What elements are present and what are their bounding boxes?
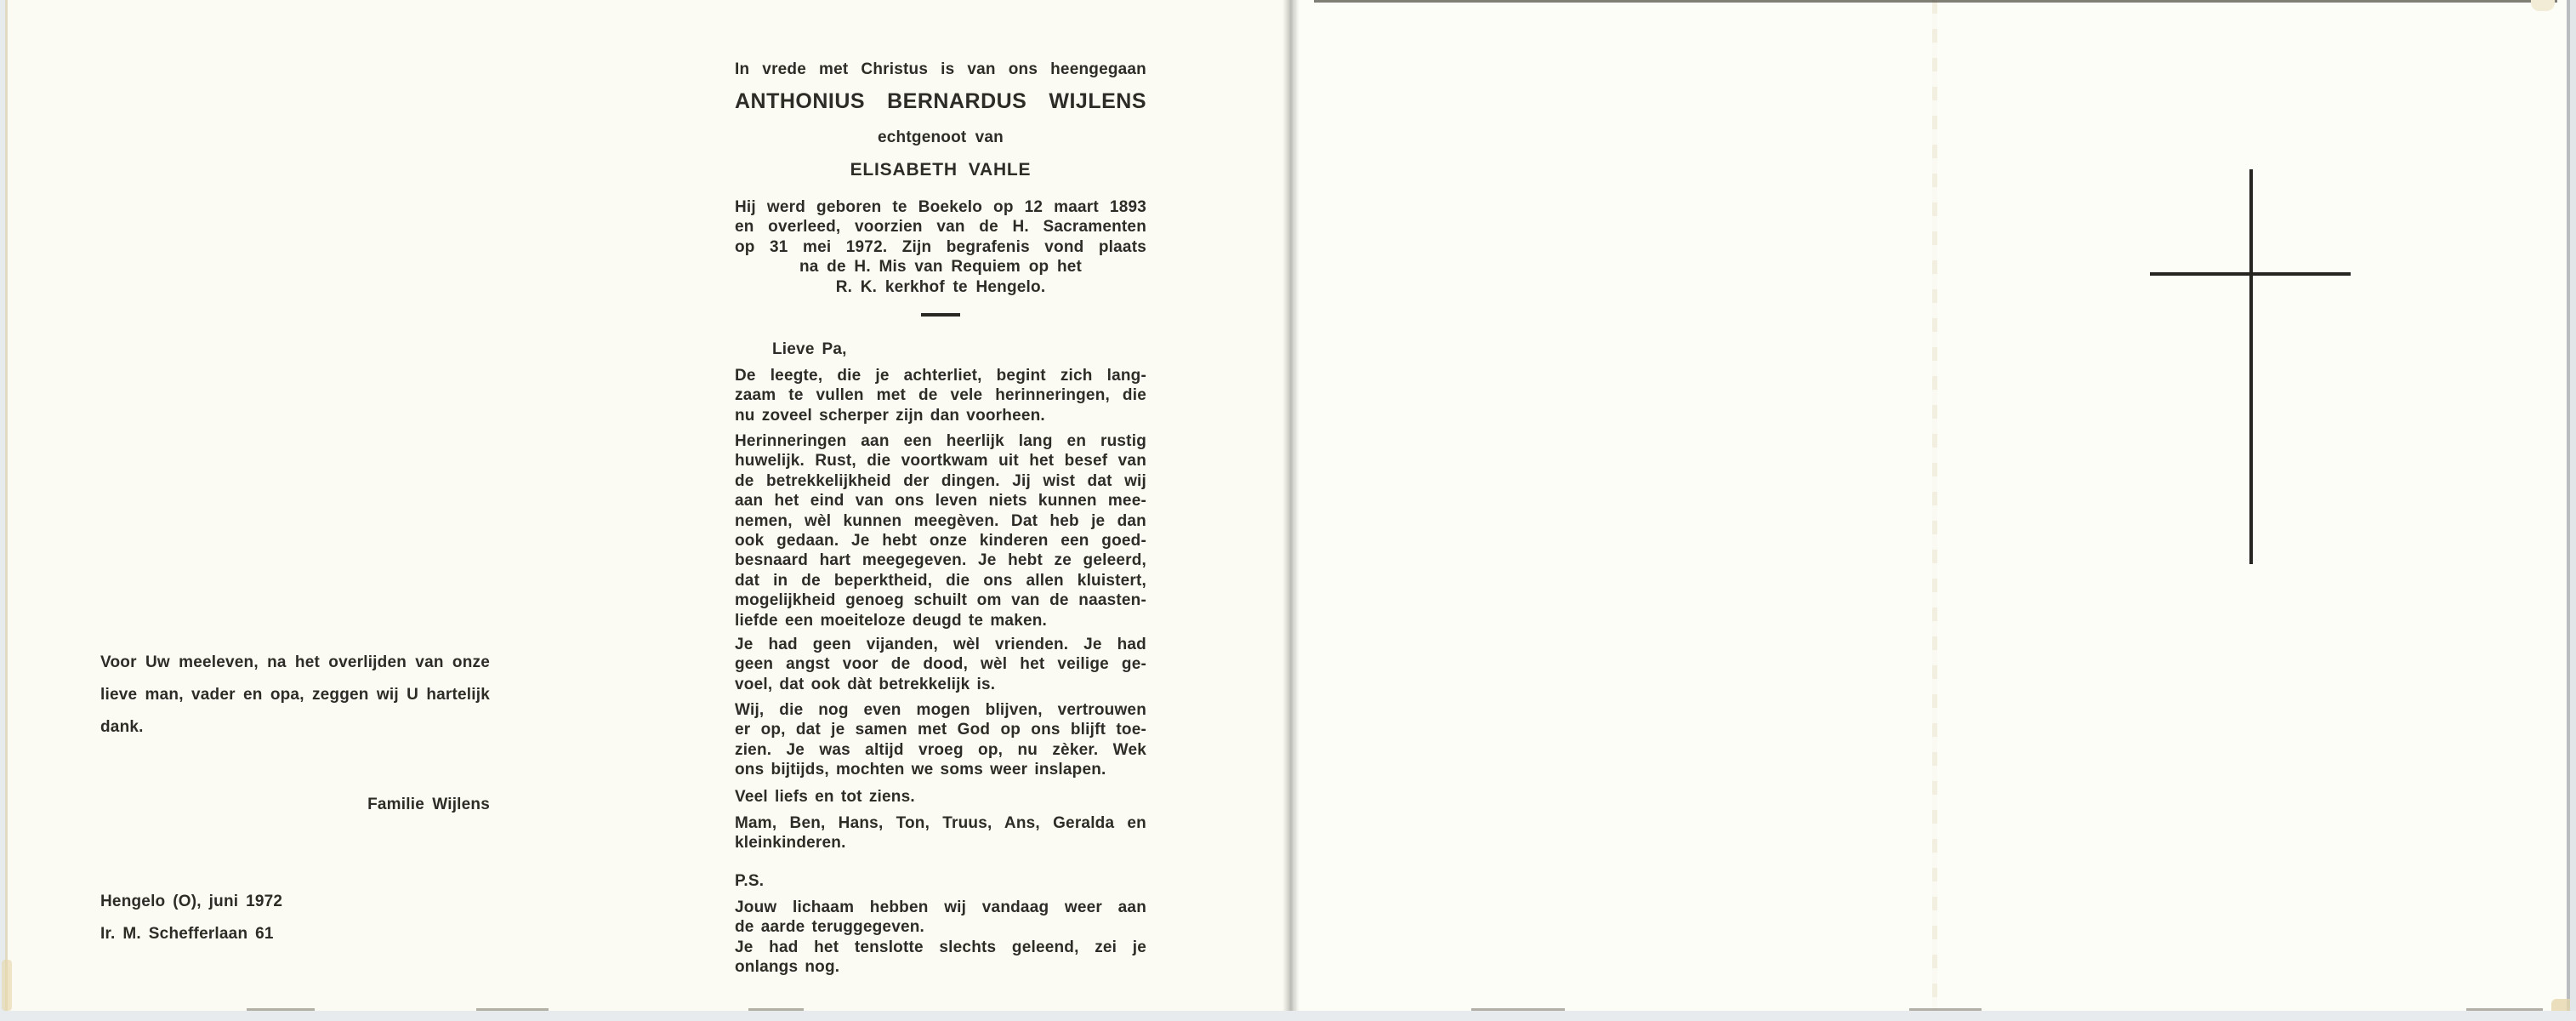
place-date-line: Hengelo (O), juni 1972 bbox=[100, 893, 283, 910]
text-line: geen angst voor de dood, wèl het veilige ge- bbox=[735, 655, 1146, 674]
scanner-background-strip bbox=[2570, 0, 2576, 1021]
card-left-edge bbox=[5, 0, 8, 1011]
deceased-name: ANTHONIUS BERNARDUS WIJLENS bbox=[735, 89, 1146, 113]
card-top-edge bbox=[1314, 0, 2557, 3]
farewell-line: Veel liefs en tot ziens. bbox=[735, 788, 915, 806]
scanner-background-strip bbox=[0, 1011, 2576, 1021]
cross-horizontal-bar bbox=[2150, 272, 2351, 276]
intro-line: In vrede met Christus is van ons heengegaan bbox=[735, 60, 1146, 78]
letter-paragraph bbox=[735, 635, 1146, 694]
letter-paragraph bbox=[735, 431, 1146, 630]
text-line: ook gedaan. Je hebt onze kinderen een goed- bbox=[735, 532, 1146, 550]
divider-rule bbox=[921, 313, 960, 317]
text-line: er op, dat je samen met God op ons blijft toe- bbox=[735, 721, 1146, 739]
text-line: R. K. kerkhof te Hengelo. bbox=[835, 277, 1046, 296]
text-line: Voor Uw meeleven, na het overlijden van onze bbox=[100, 653, 490, 671]
address-line: Ir. M. Schefferlaan 61 bbox=[100, 925, 274, 943]
text-line: Hij werd geboren te Boekelo op 12 maart 1893 bbox=[735, 198, 1146, 216]
text-line: besnaard hart meegegeven. Je hebt ze geleerd, bbox=[735, 551, 1146, 570]
text-line: de aarde teruggegeven. bbox=[735, 918, 925, 937]
text-line: zien. Je was altijd vroeg op, nu zèker. Wek bbox=[735, 740, 1146, 759]
text-line: de betrekkelijkheid der dingen. Jij wist dat wij bbox=[735, 471, 1146, 490]
text-line: dank. bbox=[100, 718, 144, 736]
text-line: Herinneringen aan een heerlijk lang en rustig bbox=[735, 432, 1146, 450]
bottom-edge-dash bbox=[476, 1008, 549, 1011]
spouse-name: ELISABETH VAHLE bbox=[850, 160, 1032, 180]
card-corner-wear bbox=[2551, 999, 2570, 1011]
bottom-edge-dash bbox=[1909, 1008, 1982, 1011]
text-line: ons bijtijds, mochten we soms weer inslapen. bbox=[735, 761, 1106, 779]
signature: Familie Wijlens bbox=[367, 796, 490, 813]
thanks-paragraph bbox=[100, 647, 490, 744]
text-line: en overleed, voorzien van de H. Sacramenten bbox=[735, 218, 1146, 237]
text-line: huwelijk. Rust, die voortkwam uit het besef van bbox=[735, 452, 1146, 471]
text-line: Jouw lichaam hebben wij vandaag weer aan bbox=[735, 898, 1146, 916]
letter-paragraph bbox=[735, 366, 1146, 425]
bottom-edge-dash bbox=[2466, 1008, 2543, 1011]
text-line: Mam, Ben, Hans, Ton, Truus, Ans, Geralda en bbox=[735, 814, 1146, 832]
text-line: De leegte, die je achterliet, begint zich lang- bbox=[735, 367, 1146, 385]
ps-paragraph bbox=[735, 898, 1146, 978]
relation-line: echtgenoot van bbox=[878, 128, 1004, 146]
bottom-edge-dash bbox=[748, 1008, 804, 1011]
text-line: voel, dat ook dàt betrekkelijk is. bbox=[735, 675, 996, 693]
fold-crease bbox=[1932, 0, 1937, 1011]
text-line: mogelijkheid genoeg schuilt om van de naasten- bbox=[735, 591, 1146, 610]
card-corner-wear bbox=[2531, 0, 2555, 11]
text-line: na de H. Mis van Requiem op het bbox=[799, 258, 1083, 277]
bottom-edge-dash bbox=[1471, 1008, 1565, 1011]
text-line: kleinkinderen. bbox=[735, 834, 846, 853]
family-names-paragraph bbox=[735, 813, 1146, 853]
vitae-paragraph bbox=[735, 197, 1146, 297]
text-line: lieve man, vader en opa, zeggen wij U hartelijk bbox=[100, 686, 490, 704]
text-line: dat in de beperktheid, die ons allen kluistert, bbox=[735, 571, 1146, 590]
ps-label: P.S. bbox=[735, 872, 765, 890]
text-line: Je had het tenslotte slechts geleend, zei je bbox=[735, 938, 1146, 956]
text-line: op 31 mei 1972. Zijn begrafenis vond plaats bbox=[735, 237, 1146, 256]
text-line: aan het eind van ons leven niets kunnen mee- bbox=[735, 492, 1146, 510]
text-line: onlangs nog. bbox=[735, 958, 840, 977]
text-line: Je had geen vijanden, wèl vrienden. Je had bbox=[735, 636, 1146, 653]
bottom-edge-dash bbox=[247, 1008, 315, 1011]
text-line: Wij, die nog even mogen blijven, vertrouwen bbox=[735, 701, 1146, 719]
card-corner-wear bbox=[2, 960, 12, 1011]
cross-vertical-bar bbox=[2249, 169, 2253, 564]
text-line: nu zoveel scherper zijn dan voorheen. bbox=[735, 406, 1045, 425]
letter-paragraph bbox=[735, 700, 1146, 780]
text-line: nemen, wèl kunnen meegèven. Dat heb je dan bbox=[735, 511, 1146, 530]
section-divider bbox=[735, 313, 1146, 317]
text-line: zaam te vullen met de vele herinneringen, die bbox=[735, 386, 1146, 405]
letter-salutation: Lieve Pa, bbox=[772, 340, 847, 358]
fold-seam bbox=[1282, 0, 1299, 1011]
text-line: liefde een moeiteloze deugd te maken. bbox=[735, 611, 1048, 630]
